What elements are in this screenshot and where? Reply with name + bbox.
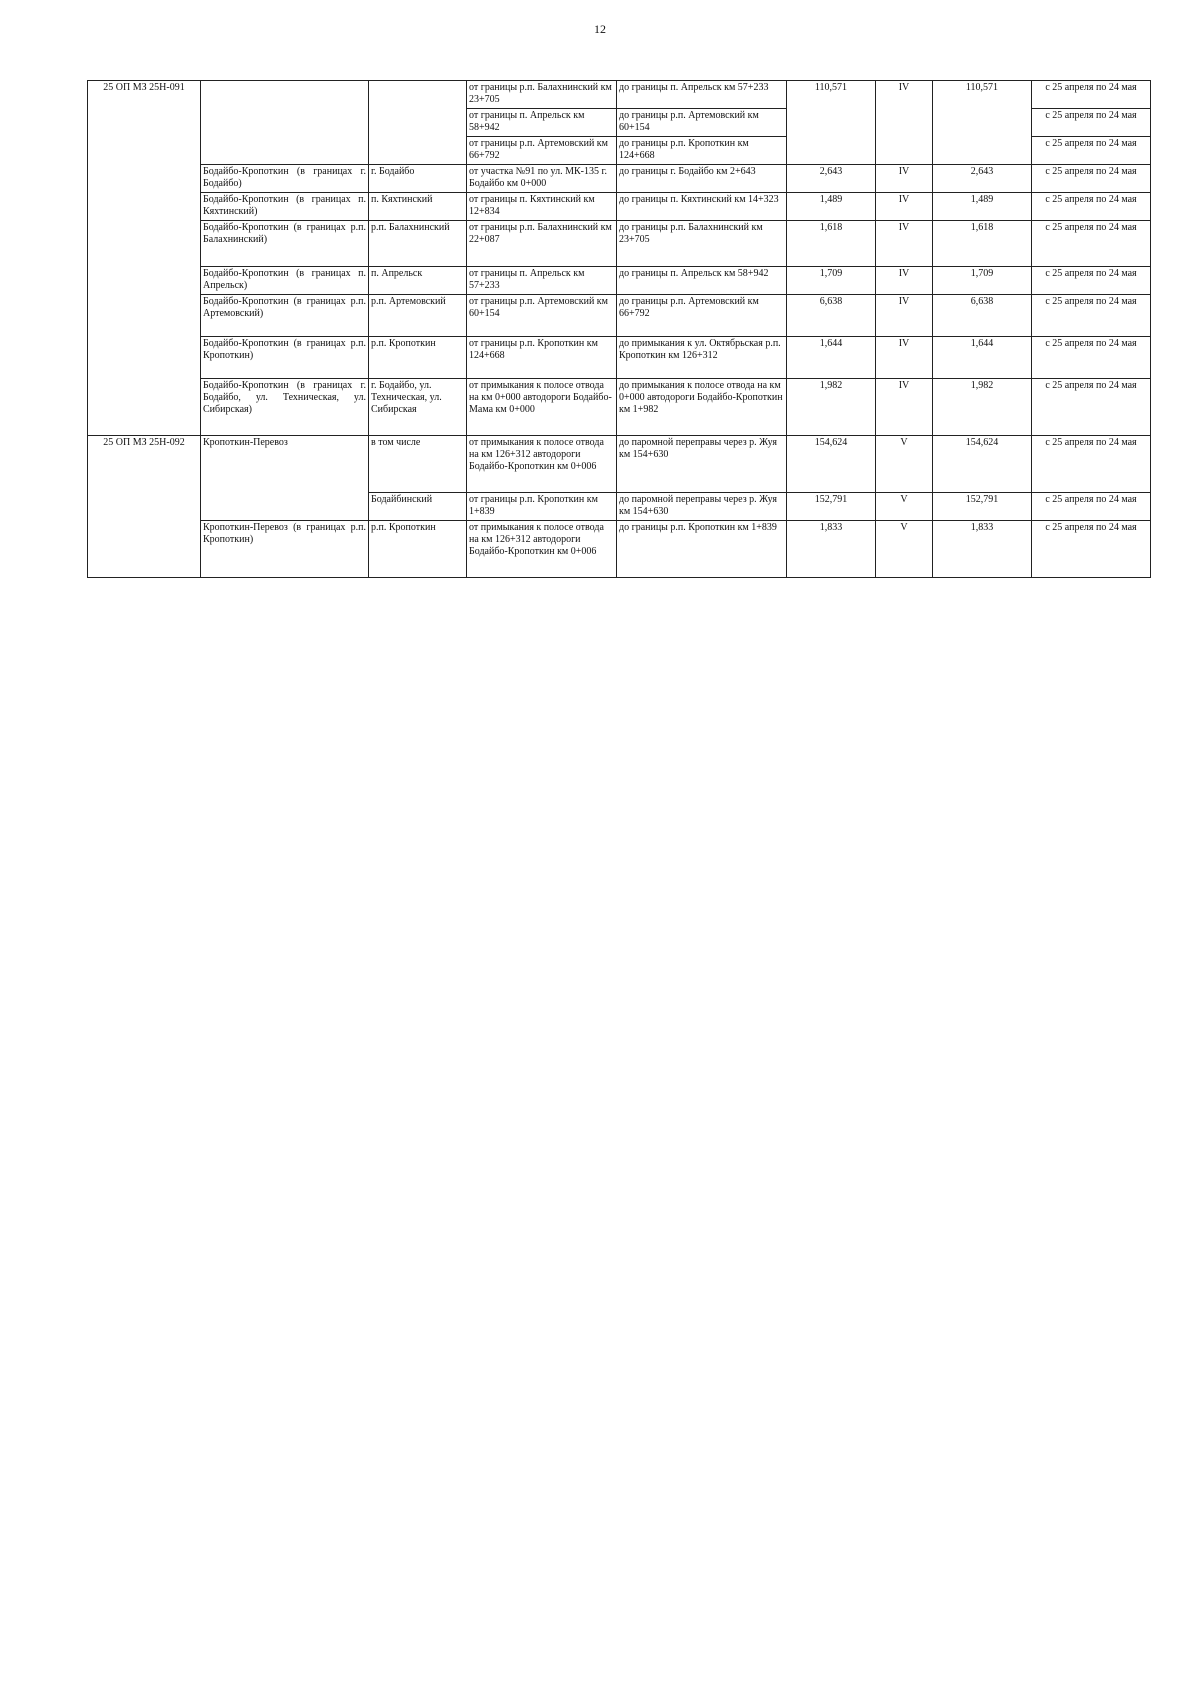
category: V — [876, 521, 933, 578]
length-by-category: 1,644 — [933, 337, 1032, 379]
category: IV — [876, 165, 933, 193]
district: г. Бодайбо — [369, 165, 467, 193]
category: IV — [876, 193, 933, 221]
segment-to: до границы р.п. Балахнинский км 23+705 — [617, 221, 787, 267]
table-row — [88, 193, 1151, 221]
table-row — [88, 379, 1151, 436]
district: г. Бодайбо, ул. Техническая, ул. Сибирская — [369, 379, 467, 436]
district: Бодайбинский — [369, 493, 467, 521]
road-name: Бодайбо-Кропоткин (в границах г. Бодайбо, ул. Техническая, ул. Сибирская) — [201, 379, 369, 436]
segment-from: от примыкания к полосе отвода на км 0+000 автодороги Бодайбо-Мама км 0+000 — [467, 379, 617, 436]
category: IV — [876, 81, 933, 165]
table-row — [88, 295, 1151, 337]
restriction-period: с 25 апреля по 24 мая — [1032, 295, 1151, 337]
restriction-period: с 25 апреля по 24 мая — [1032, 165, 1151, 193]
length: 1,709 — [787, 267, 876, 295]
table-row — [88, 337, 1151, 379]
segment-to: до границы р.п. Артемовский км 66+792 — [617, 295, 787, 337]
length-by-category: 1,618 — [933, 221, 1032, 267]
segment-from: от участка №91 по ул. МК-135 г. Бодайбо км 0+000 — [467, 165, 617, 193]
page-number: 12 — [594, 22, 606, 36]
table-row — [88, 436, 1151, 493]
table-row — [88, 267, 1151, 295]
road-name: Бодайбо-Кропоткин (в границах п. Апрельск) — [201, 267, 369, 295]
category: IV — [876, 295, 933, 337]
length: 152,791 — [787, 493, 876, 521]
length: 1,618 — [787, 221, 876, 267]
restriction-period: с 25 апреля по 24 мая — [1032, 436, 1151, 493]
segment-to: до границы р.п. Артемовский км 60+154 — [617, 109, 787, 137]
segment-from: от примыкания к полосе отвода на км 126+312 автодороги Бодайбо-Кропоткин км 0+006 — [467, 436, 617, 493]
segment-from: от границы п. Апрельск км 58+942 — [467, 109, 617, 137]
segment-from: от границы р.п. Кропоткин км 124+668 — [467, 337, 617, 379]
length-by-category: 1,982 — [933, 379, 1032, 436]
length-by-category: 1,489 — [933, 193, 1032, 221]
category: IV — [876, 379, 933, 436]
length: 6,638 — [787, 295, 876, 337]
segment-to: до паромной переправы через р. Жуя км 154+630 — [617, 436, 787, 493]
category: V — [876, 436, 933, 493]
restriction-period: с 25 апреля по 24 мая — [1032, 521, 1151, 578]
district: р.п. Артемовский — [369, 295, 467, 337]
segment-to: до границы п. Кяхтинский км 14+323 — [617, 193, 787, 221]
district: п. Апрельск — [369, 267, 467, 295]
district: р.п. Кропоткин — [369, 521, 467, 578]
roads-table — [87, 80, 1151, 578]
segment-from: от границы р.п. Артемовский км 60+154 — [467, 295, 617, 337]
road-name: Бодайбо-Кропоткин (в границах р.п. Балахнинский) — [201, 221, 369, 267]
segment-from: от границы р.п. Балахнинский км 22+087 — [467, 221, 617, 267]
length-by-category: 110,571 — [933, 81, 1032, 165]
road-code: 25 ОП МЗ 25Н-091 — [88, 81, 201, 436]
segment-from: от границы р.п. Артемовский км 66+792 — [467, 137, 617, 165]
road-name — [201, 81, 369, 165]
length: 2,643 — [787, 165, 876, 193]
category: IV — [876, 267, 933, 295]
length-by-category: 2,643 — [933, 165, 1032, 193]
restriction-period: с 25 апреля по 24 мая — [1032, 221, 1151, 267]
road-name: Бодайбо-Кропоткин (в границах р.п. Кропоткин) — [201, 337, 369, 379]
segment-from: от примыкания к полосе отвода на км 126+312 автодороги Бодайбо-Кропоткин км 0+006 — [467, 521, 617, 578]
district: р.п. Балахнинский — [369, 221, 467, 267]
category: V — [876, 493, 933, 521]
segment-from: от границы п. Кяхтинский км 12+834 — [467, 193, 617, 221]
district — [369, 81, 467, 165]
road-name: Бодайбо-Кропоткин (в границах п. Кяхтинский) — [201, 193, 369, 221]
length: 1,982 — [787, 379, 876, 436]
road-name: Кропоткин-Перевоз — [201, 436, 369, 521]
length-by-category: 1,709 — [933, 267, 1032, 295]
segment-to: до границы п. Апрельск км 58+942 — [617, 267, 787, 295]
length-by-category: 1,833 — [933, 521, 1032, 578]
restriction-period: с 25 апреля по 24 мая — [1032, 379, 1151, 436]
district: п. Кяхтинский — [369, 193, 467, 221]
length: 1,833 — [787, 521, 876, 578]
length-by-category: 152,791 — [933, 493, 1032, 521]
restriction-period: с 25 апреля по 24 мая — [1032, 267, 1151, 295]
table-row — [88, 521, 1151, 578]
segment-to: до границы р.п. Кропоткин км 1+839 — [617, 521, 787, 578]
restriction-period: с 25 апреля по 24 мая — [1032, 109, 1151, 137]
table-row — [88, 221, 1151, 267]
road-name: Кропоткин-Перевоз (в границах р.п. Кропоткин) — [201, 521, 369, 578]
restriction-period: с 25 апреля по 24 мая — [1032, 81, 1151, 109]
road-name: Бодайбо-Кропоткин (в границах р.п. Артемовский) — [201, 295, 369, 337]
segment-to: до примыкания к полосе отвода на км 0+000 автодороги Бодайбо-Кропоткин км 1+982 — [617, 379, 787, 436]
restriction-period: с 25 апреля по 24 мая — [1032, 337, 1151, 379]
category: IV — [876, 221, 933, 267]
road-name: Бодайбо-Кропоткин (в границах г. Бодайбо) — [201, 165, 369, 193]
segment-from: от границы п. Апрельск км 57+233 — [467, 267, 617, 295]
length: 1,489 — [787, 193, 876, 221]
length: 110,571 — [787, 81, 876, 165]
category: IV — [876, 337, 933, 379]
length: 1,644 — [787, 337, 876, 379]
segment-to: до границы п. Апрельск км 57+233 — [617, 81, 787, 109]
segment-from: от границы р.п. Балахнинский км 23+705 — [467, 81, 617, 109]
restriction-period: с 25 апреля по 24 мая — [1032, 493, 1151, 521]
segment-to: до границы г. Бодайбо км 2+643 — [617, 165, 787, 193]
restriction-period: с 25 апреля по 24 мая — [1032, 137, 1151, 165]
table-row — [88, 165, 1151, 193]
length-by-category: 154,624 — [933, 436, 1032, 493]
length: 154,624 — [787, 436, 876, 493]
district: р.п. Кропоткин — [369, 337, 467, 379]
length-by-category: 6,638 — [933, 295, 1032, 337]
road-code: 25 ОП МЗ 25Н-092 — [88, 436, 201, 578]
table-row — [88, 81, 1151, 109]
district: в том числе — [369, 436, 467, 493]
segment-to: до паромной переправы через р. Жуя км 154+630 — [617, 493, 787, 521]
segment-from: от границы р.п. Кропоткин км 1+839 — [467, 493, 617, 521]
segment-to: до примыкания к ул. Октябрьская р.п. Кропоткин км 126+312 — [617, 337, 787, 379]
segment-to: до границы р.п. Кропоткин км 124+668 — [617, 137, 787, 165]
restriction-period: с 25 апреля по 24 мая — [1032, 193, 1151, 221]
